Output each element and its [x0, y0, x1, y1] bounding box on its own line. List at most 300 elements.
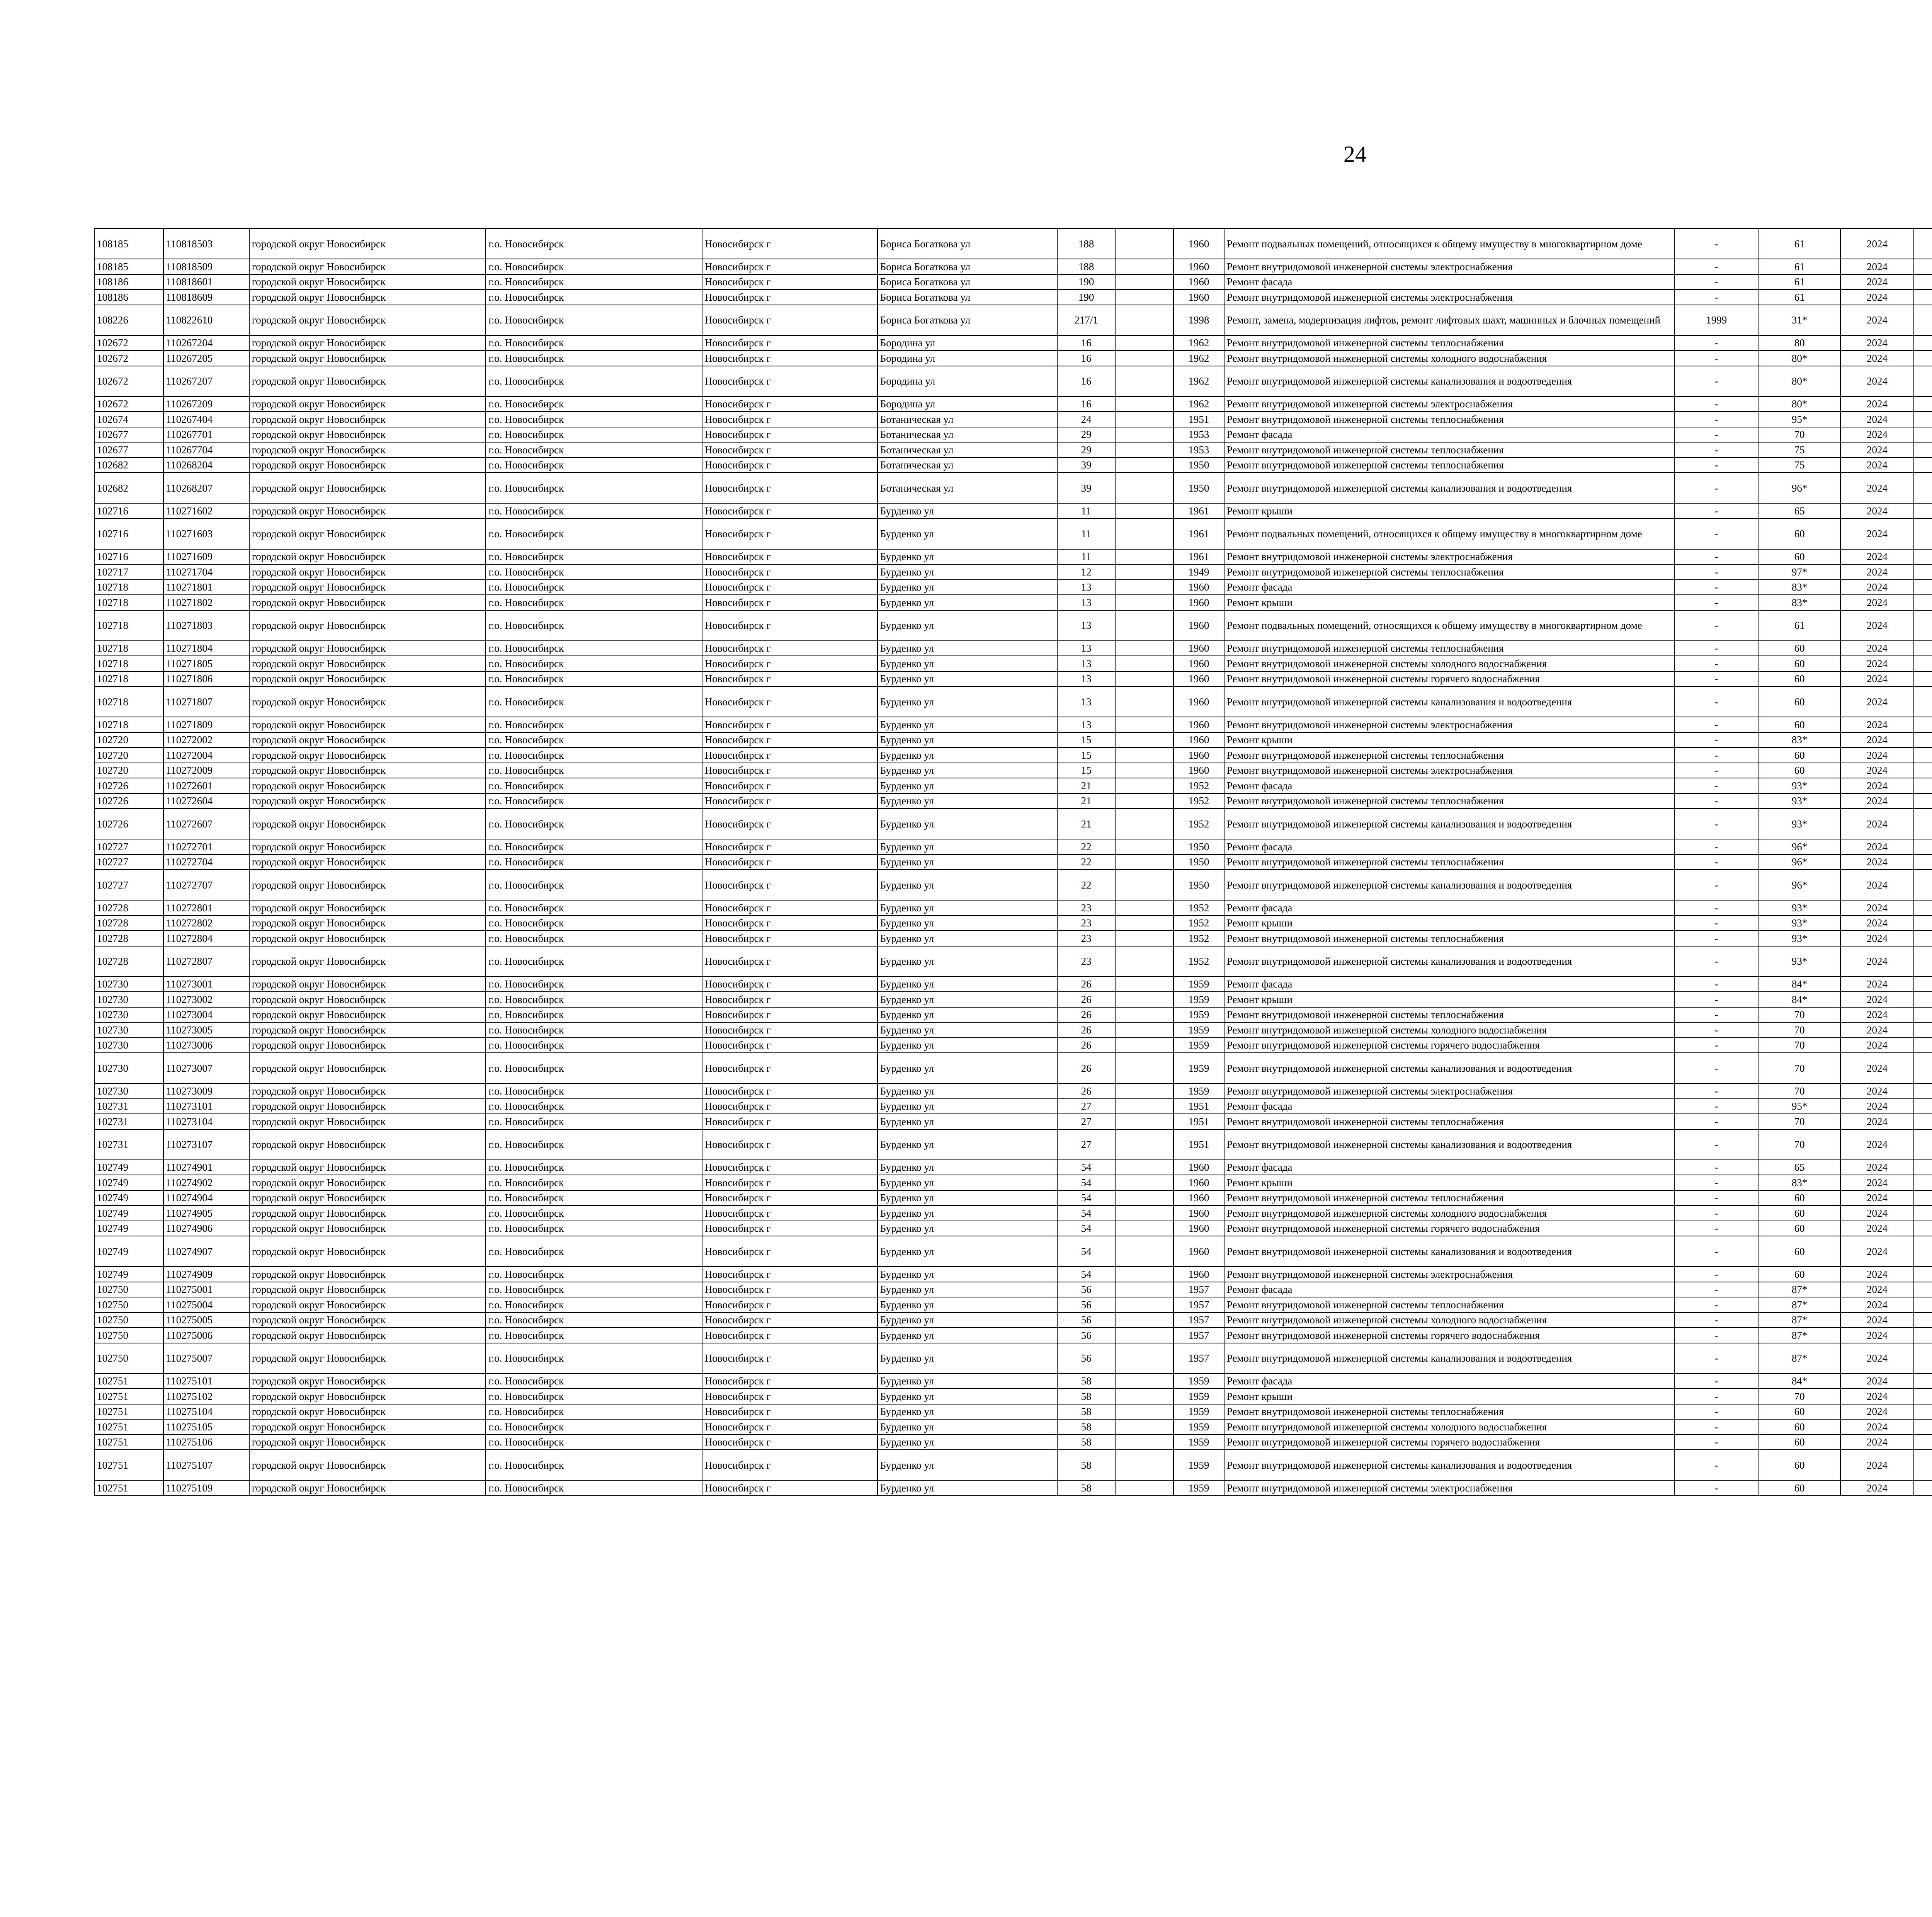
cell-locality: Новосибирск г [702, 671, 878, 687]
cell-city-district: г.о. Новосибирск [486, 564, 702, 580]
cell-street: Бурденко ул [878, 1435, 1057, 1450]
cell-city-district: г.о. Новосибирск [486, 366, 702, 397]
cell-locality: Новосибирск г [702, 1190, 878, 1206]
cell-municipality: городской округ Новосибирск [249, 351, 486, 366]
cell-work-type: Ремонт внутридомовой инженерной системы теплоснабжения [1224, 793, 1674, 809]
cell-house-id: 102751 [94, 1450, 163, 1480]
cell-house-number: 16 [1057, 351, 1116, 366]
cell-work-type: Ремонт внутридомовой инженерной системы канализования и водоотведения [1224, 366, 1674, 397]
cell-house-number: 23 [1057, 900, 1116, 916]
cell-municipality: городской округ Новосибирск [249, 1175, 486, 1190]
cell-plan-year-to [1914, 1022, 1932, 1038]
cell-house-id: 102726 [94, 793, 163, 809]
cell-house-id: 102731 [94, 1099, 163, 1114]
cell-work-id: 110267209 [163, 397, 249, 412]
cell-municipality: городской округ Новосибирск [249, 228, 486, 259]
cell-work-id: 110272004 [163, 747, 249, 763]
cell-city-district: г.о. Новосибирск [486, 595, 702, 610]
cell-work-type: Ремонт фасада [1224, 900, 1674, 916]
cell-house-number: 26 [1057, 1038, 1116, 1053]
cell-work-type: Ремонт крыши [1224, 503, 1674, 519]
cell-wear-percent: 83* [1759, 595, 1840, 610]
cell-house-number: 21 [1057, 778, 1116, 793]
cell-work-type: Ремонт внутридомовой инженерной системы теплоснабжения [1224, 1404, 1674, 1420]
cell-street: Бурденко ул [878, 1083, 1057, 1099]
cell-wear-percent: 70 [1759, 427, 1840, 443]
cell-work-type: Ремонт внутридомовой инженерной системы теплоснабжения [1224, 412, 1674, 427]
cell-house-id: 102749 [94, 1190, 163, 1206]
cell-house-id: 102749 [94, 1175, 163, 1190]
cell-street: Бориса Богаткова ул [878, 228, 1057, 259]
table-row [94, 809, 1932, 839]
cell-building [1115, 855, 1173, 870]
cell-lift-year: - [1674, 1114, 1759, 1129]
table-row [94, 1022, 1932, 1038]
cell-plan-year-from: 2024 [1840, 1297, 1914, 1313]
cell-lift-year: - [1674, 1038, 1759, 1053]
cell-municipality: городской округ Новосибирск [249, 519, 486, 549]
cell-building [1115, 732, 1173, 748]
cell-building [1115, 335, 1173, 351]
cell-house-number: 58 [1057, 1374, 1116, 1389]
cell-plan-year-to [1914, 1404, 1932, 1420]
cell-lift-year: - [1674, 335, 1759, 351]
cell-lift-year: - [1674, 763, 1759, 778]
cell-street: Бурденко ул [878, 1404, 1057, 1420]
cell-city-district: г.о. Новосибирск [486, 1328, 702, 1343]
cell-plan-year-to [1914, 1038, 1932, 1053]
cell-plan-year-to [1914, 916, 1932, 931]
cell-house-id: 102716 [94, 503, 163, 519]
cell-street: Бурденко ул [878, 1328, 1057, 1343]
cell-year-built: 1952 [1173, 946, 1224, 977]
cell-year-built: 1961 [1173, 519, 1224, 549]
cell-wear-percent: 65 [1759, 1160, 1840, 1175]
cell-house-number: 26 [1057, 992, 1116, 1007]
table-row [94, 1007, 1932, 1023]
cell-city-district: г.о. Новосибирск [486, 992, 702, 1007]
cell-municipality: городской округ Новосибирск [249, 1282, 486, 1297]
cell-house-number: 13 [1057, 717, 1116, 732]
cell-building [1115, 1435, 1173, 1450]
cell-municipality: городской округ Новосибирск [249, 335, 486, 351]
cell-locality: Новосибирск г [702, 335, 878, 351]
cell-wear-percent: 60 [1759, 1404, 1840, 1420]
cell-house-number: 21 [1057, 793, 1116, 809]
cell-house-number: 16 [1057, 335, 1116, 351]
cell-street: Бурденко ул [878, 503, 1057, 519]
cell-locality: Новосибирск г [702, 458, 878, 473]
table-row [94, 1404, 1932, 1420]
cell-year-built: 1961 [1173, 549, 1224, 565]
cell-plan-year-to [1914, 519, 1932, 549]
cell-lift-year: - [1674, 977, 1759, 992]
table-row [94, 671, 1932, 687]
cell-locality: Новосибирск г [702, 519, 878, 549]
cell-lift-year: - [1674, 809, 1759, 839]
table-row [94, 1099, 1932, 1114]
cell-work-type: Ремонт фасада [1224, 1374, 1674, 1389]
table-row [94, 946, 1932, 977]
cell-house-id: 102751 [94, 1435, 163, 1450]
cell-plan-year-from: 2024 [1840, 1404, 1914, 1420]
cell-house-number: 16 [1057, 397, 1116, 412]
cell-street: Бурденко ул [878, 916, 1057, 931]
cell-year-built: 1959 [1173, 1389, 1224, 1404]
table-row [94, 335, 1932, 351]
cell-locality: Новосибирск г [702, 778, 878, 793]
cell-plan-year-from: 2024 [1840, 1435, 1914, 1450]
cell-building [1115, 259, 1173, 274]
cell-municipality: городской округ Новосибирск [249, 641, 486, 656]
cell-building [1115, 656, 1173, 671]
cell-municipality: городской округ Новосибирск [249, 1190, 486, 1206]
cell-plan-year-to [1914, 671, 1932, 687]
cell-city-district: г.о. Новосибирск [486, 1297, 702, 1313]
cell-year-built: 1957 [1173, 1313, 1224, 1328]
cell-plan-year-to [1914, 1129, 1932, 1160]
cell-lift-year: - [1674, 946, 1759, 977]
cell-street: Бурденко ул [878, 732, 1057, 748]
table-row [94, 931, 1932, 946]
cell-plan-year-to [1914, 656, 1932, 671]
cell-work-id: 110275105 [163, 1419, 249, 1435]
cell-house-id: 102728 [94, 900, 163, 916]
cell-year-built: 1952 [1173, 931, 1224, 946]
cell-work-id: 110822610 [163, 305, 249, 335]
cell-plan-year-from: 2024 [1840, 1389, 1914, 1404]
cell-year-built: 1959 [1173, 977, 1224, 992]
cell-plan-year-to [1914, 351, 1932, 366]
cell-work-type: Ремонт внутридомовой инженерной системы теплоснабжения [1224, 641, 1674, 656]
cell-building [1115, 1053, 1173, 1083]
cell-plan-year-from: 2024 [1840, 732, 1914, 748]
cell-work-type: Ремонт внутридомовой инженерной системы электроснабжения [1224, 289, 1674, 305]
cell-city-district: г.о. Новосибирск [486, 778, 702, 793]
cell-house-id: 102750 [94, 1297, 163, 1313]
cell-building [1115, 1343, 1173, 1374]
cell-building [1115, 686, 1173, 717]
cell-work-id: 110275107 [163, 1450, 249, 1480]
cell-year-built: 1957 [1173, 1297, 1224, 1313]
cell-plan-year-from: 2024 [1840, 564, 1914, 580]
cell-plan-year-from: 2024 [1840, 778, 1914, 793]
cell-year-built: 1960 [1173, 289, 1224, 305]
cell-plan-year-from: 2024 [1840, 595, 1914, 610]
cell-work-type: Ремонт внутридомовой инженерной системы теплоснабжения [1224, 1297, 1674, 1313]
cell-wear-percent: 70 [1759, 1083, 1840, 1099]
cell-lift-year: - [1674, 900, 1759, 916]
cell-municipality: городской округ Новосибирск [249, 1053, 486, 1083]
cell-street: Бурденко ул [878, 763, 1057, 778]
cell-work-type: Ремонт внутридомовой инженерной системы холодного водоснабжения [1224, 351, 1674, 366]
cell-locality: Новосибирск г [702, 916, 878, 931]
cell-street: Ботаническая ул [878, 412, 1057, 427]
cell-wear-percent: 60 [1759, 717, 1840, 732]
cell-municipality: городской округ Новосибирск [249, 1114, 486, 1129]
cell-house-id: 102727 [94, 870, 163, 900]
cell-year-built: 1952 [1173, 916, 1224, 931]
cell-city-district: г.о. Новосибирск [486, 671, 702, 687]
cell-locality: Новосибирск г [702, 641, 878, 656]
cell-municipality: городской округ Новосибирск [249, 1205, 486, 1221]
cell-plan-year-to [1914, 427, 1932, 443]
cell-house-number: 217/1 [1057, 305, 1116, 335]
cell-lift-year: - [1674, 1328, 1759, 1343]
cell-house-id: 102720 [94, 732, 163, 748]
cell-house-id: 102726 [94, 809, 163, 839]
cell-plan-year-from: 2024 [1840, 259, 1914, 274]
cell-locality: Новосибирск г [702, 747, 878, 763]
cell-year-built: 1951 [1173, 412, 1224, 427]
cell-building [1115, 1205, 1173, 1221]
cell-lift-year: - [1674, 412, 1759, 427]
cell-year-built: 1960 [1173, 259, 1224, 274]
cell-building [1115, 809, 1173, 839]
cell-street: Бориса Богаткова ул [878, 259, 1057, 274]
cell-house-id: 102682 [94, 473, 163, 503]
cell-plan-year-from: 2024 [1840, 351, 1914, 366]
cell-work-id: 110273107 [163, 1129, 249, 1160]
cell-lift-year: - [1674, 1313, 1759, 1328]
cell-house-id: 102720 [94, 763, 163, 778]
cell-lift-year: 1999 [1674, 305, 1759, 335]
cell-locality: Новосибирск г [702, 595, 878, 610]
cell-wear-percent: 70 [1759, 1129, 1840, 1160]
cell-municipality: городской округ Новосибирск [249, 671, 486, 687]
cell-wear-percent: 87* [1759, 1297, 1840, 1313]
cell-work-type: Ремонт крыши [1224, 1175, 1674, 1190]
cell-work-type: Ремонт внутридомовой инженерной системы канализования и водоотведения [1224, 1450, 1674, 1480]
cell-building [1115, 549, 1173, 565]
cell-plan-year-from: 2024 [1840, 931, 1914, 946]
cell-year-built: 1951 [1173, 1129, 1224, 1160]
cell-lift-year: - [1674, 1190, 1759, 1206]
cell-locality: Новосибирск г [702, 1175, 878, 1190]
cell-plan-year-to [1914, 274, 1932, 290]
cell-municipality: городской округ Новосибирск [249, 427, 486, 443]
cell-plan-year-from: 2024 [1840, 1236, 1914, 1267]
cell-plan-year-to [1914, 1236, 1932, 1267]
cell-building [1115, 519, 1173, 549]
cell-locality: Новосибирск г [702, 763, 878, 778]
cell-year-built: 1960 [1173, 580, 1224, 595]
cell-work-id: 110275109 [163, 1480, 249, 1496]
cell-lift-year: - [1674, 1374, 1759, 1389]
cell-city-district: г.о. Новосибирск [486, 427, 702, 443]
table-row [94, 580, 1932, 595]
cell-city-district: г.о. Новосибирск [486, 1053, 702, 1083]
cell-wear-percent: 61 [1759, 259, 1840, 274]
cell-plan-year-from: 2024 [1840, 1083, 1914, 1099]
cell-plan-year-to [1914, 564, 1932, 580]
cell-street: Бурденко ул [878, 977, 1057, 992]
cell-work-id: 110274906 [163, 1221, 249, 1236]
cell-work-type: Ремонт внутридомовой инженерной системы электроснабжения [1224, 549, 1674, 565]
cell-city-district: г.о. Новосибирск [486, 747, 702, 763]
table-row [94, 1038, 1932, 1053]
cell-house-number: 15 [1057, 763, 1116, 778]
cell-locality: Новосибирск г [702, 809, 878, 839]
cell-building [1115, 1404, 1173, 1420]
cell-plan-year-from: 2024 [1840, 442, 1914, 458]
cell-work-type: Ремонт внутридомовой инженерной системы теплоснабжения [1224, 335, 1674, 351]
cell-work-id: 110275001 [163, 1282, 249, 1297]
cell-municipality: городской округ Новосибирск [249, 717, 486, 732]
cell-plan-year-to [1914, 1007, 1932, 1023]
cell-city-district: г.о. Новосибирск [486, 412, 702, 427]
cell-house-id: 102718 [94, 656, 163, 671]
cell-street: Бурденко ул [878, 1053, 1057, 1083]
table-row [94, 1343, 1932, 1374]
cell-plan-year-to [1914, 1114, 1932, 1129]
cell-year-built: 1962 [1173, 351, 1224, 366]
cell-work-id: 110274904 [163, 1190, 249, 1206]
cell-plan-year-to [1914, 793, 1932, 809]
cell-plan-year-to [1914, 641, 1932, 656]
cell-lift-year: - [1674, 1221, 1759, 1236]
table-row [94, 1267, 1932, 1282]
cell-municipality: городской округ Новосибирск [249, 1038, 486, 1053]
cell-wear-percent: 61 [1759, 610, 1840, 641]
cell-year-built: 1960 [1173, 1267, 1224, 1282]
cell-work-id: 110273004 [163, 1007, 249, 1023]
cell-year-built: 1950 [1173, 839, 1224, 855]
cell-building [1115, 595, 1173, 610]
table-row [94, 458, 1932, 473]
cell-municipality: городской округ Новосибирск [249, 1313, 486, 1328]
cell-lift-year: - [1674, 580, 1759, 595]
cell-street: Бурденко ул [878, 778, 1057, 793]
cell-plan-year-from: 2024 [1840, 992, 1914, 1007]
cell-lift-year: - [1674, 686, 1759, 717]
cell-work-type: Ремонт внутридомовой инженерной системы канализования и водоотведения [1224, 1053, 1674, 1083]
cell-building [1115, 839, 1173, 855]
cell-work-type: Ремонт крыши [1224, 1389, 1674, 1404]
cell-work-id: 110275007 [163, 1343, 249, 1374]
cell-year-built: 1960 [1173, 641, 1224, 656]
cell-work-type: Ремонт внутридомовой инженерной системы горячего водоснабжения [1224, 1038, 1674, 1053]
cell-building [1115, 671, 1173, 687]
cell-house-id: 102731 [94, 1114, 163, 1129]
cell-wear-percent: 70 [1759, 1389, 1840, 1404]
cell-year-built: 1950 [1173, 870, 1224, 900]
cell-house-number: 56 [1057, 1313, 1116, 1328]
cell-wear-percent: 93* [1759, 916, 1840, 931]
cell-locality: Новосибирск г [702, 1343, 878, 1374]
cell-house-number: 22 [1057, 870, 1116, 900]
cell-city-district: г.о. Новосибирск [486, 1114, 702, 1129]
cell-year-built: 1959 [1173, 1083, 1224, 1099]
cell-plan-year-to [1914, 595, 1932, 610]
cell-locality: Новосибирск г [702, 1022, 878, 1038]
table-row [94, 916, 1932, 931]
cell-wear-percent: 96* [1759, 855, 1840, 870]
cell-municipality: городской округ Новосибирск [249, 305, 486, 335]
cell-locality: Новосибирск г [702, 1313, 878, 1328]
cell-municipality: городской округ Новосибирск [249, 1450, 486, 1480]
cell-building [1115, 1267, 1173, 1282]
cell-work-id: 110274909 [163, 1267, 249, 1282]
cell-work-id: 110275004 [163, 1297, 249, 1313]
cell-municipality: городской округ Новосибирск [249, 1404, 486, 1420]
cell-street: Бурденко ул [878, 992, 1057, 1007]
cell-work-id: 110271802 [163, 595, 249, 610]
cell-year-built: 1952 [1173, 809, 1224, 839]
table-row [94, 289, 1932, 305]
cell-street: Бурденко ул [878, 1007, 1057, 1023]
cell-work-type: Ремонт крыши [1224, 732, 1674, 748]
cell-locality: Новосибирск г [702, 610, 878, 641]
cell-lift-year: - [1674, 1175, 1759, 1190]
cell-lift-year: - [1674, 610, 1759, 641]
cell-house-number: 56 [1057, 1282, 1116, 1297]
cell-wear-percent: 84* [1759, 1374, 1840, 1389]
cell-plan-year-to [1914, 778, 1932, 793]
cell-plan-year-to [1914, 397, 1932, 412]
cell-street: Бурденко ул [878, 686, 1057, 717]
cell-building [1115, 1221, 1173, 1236]
cell-locality: Новосибирск г [702, 228, 878, 259]
cell-plan-year-to [1914, 289, 1932, 305]
cell-plan-year-from: 2024 [1840, 1099, 1914, 1114]
cell-street: Бурденко ул [878, 1297, 1057, 1313]
cell-locality: Новосибирск г [702, 1083, 878, 1099]
cell-city-district: г.о. Новосибирск [486, 732, 702, 748]
cell-wear-percent: 70 [1759, 1114, 1840, 1129]
cell-locality: Новосибирск г [702, 1419, 878, 1435]
cell-plan-year-to [1914, 931, 1932, 946]
cell-city-district: г.о. Новосибирск [486, 228, 702, 259]
cell-plan-year-from: 2024 [1840, 1480, 1914, 1496]
cell-city-district: г.о. Новосибирск [486, 656, 702, 671]
cell-municipality: городской округ Новосибирск [249, 442, 486, 458]
cell-house-number: 54 [1057, 1236, 1116, 1267]
cell-year-built: 1959 [1173, 992, 1224, 1007]
cell-wear-percent: 93* [1759, 931, 1840, 946]
cell-lift-year: - [1674, 1236, 1759, 1267]
cell-work-type: Ремонт крыши [1224, 595, 1674, 610]
cell-plan-year-from: 2024 [1840, 671, 1914, 687]
cell-wear-percent: 83* [1759, 732, 1840, 748]
cell-house-number: 188 [1057, 259, 1116, 274]
cell-lift-year: - [1674, 1282, 1759, 1297]
cell-wear-percent: 60 [1759, 1221, 1840, 1236]
cell-building [1115, 1419, 1173, 1435]
cell-locality: Новосибирск г [702, 274, 878, 290]
table-row [94, 1480, 1932, 1496]
cell-locality: Новосибирск г [702, 839, 878, 855]
cell-plan-year-to [1914, 1190, 1932, 1206]
cell-house-id: 102730 [94, 1022, 163, 1038]
table-row [94, 397, 1932, 412]
cell-street: Бурденко ул [878, 809, 1057, 839]
cell-locality: Новосибирск г [702, 427, 878, 443]
cell-building [1115, 1450, 1173, 1480]
table-row [94, 656, 1932, 671]
cell-house-number: 13 [1057, 686, 1116, 717]
table-row [94, 1419, 1932, 1435]
cell-street: Бурденко ул [878, 1205, 1057, 1221]
cell-street: Бурденко ул [878, 671, 1057, 687]
cell-municipality: городской округ Новосибирск [249, 1343, 486, 1374]
cell-wear-percent: 95* [1759, 412, 1840, 427]
cell-building [1115, 931, 1173, 946]
cell-building [1115, 351, 1173, 366]
cell-locality: Новосибирск г [702, 1328, 878, 1343]
cell-work-type: Ремонт фасада [1224, 274, 1674, 290]
cell-year-built: 1960 [1173, 1236, 1224, 1267]
